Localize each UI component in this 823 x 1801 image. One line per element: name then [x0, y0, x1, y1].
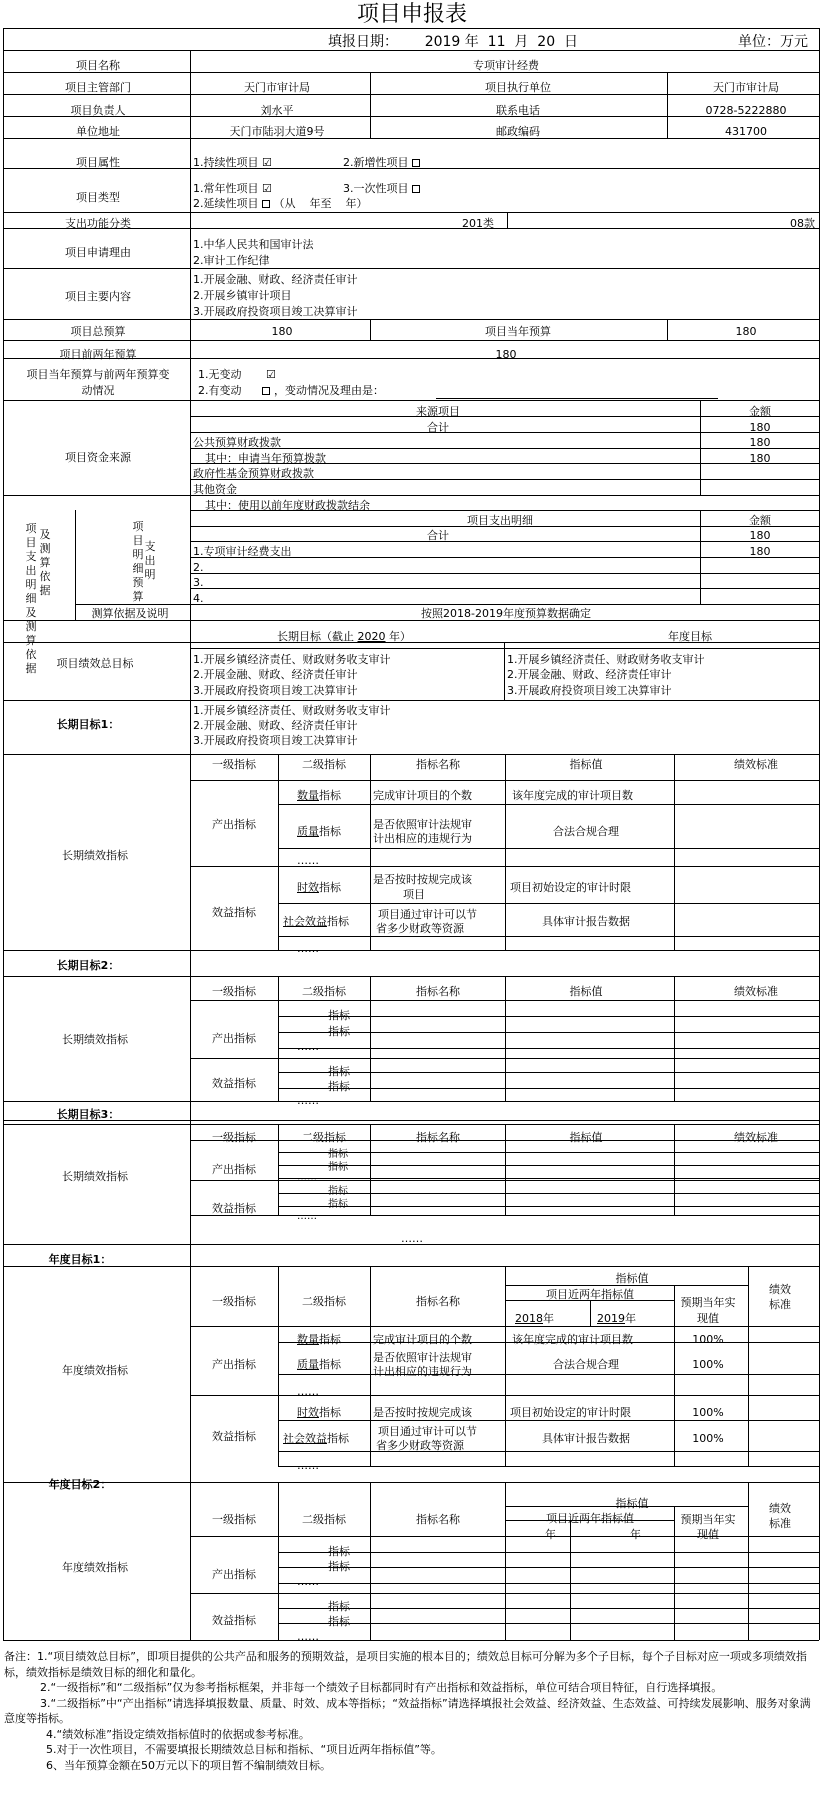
ag1-col-recent: 项目近两年指标值 [546, 1288, 634, 1301]
grid-line-h [278, 804, 819, 805]
grid-line-h [3, 700, 819, 701]
grid-line-h [3, 1266, 819, 1267]
grid-line-h [3, 1482, 819, 1483]
label-reason: 项目申请理由 [65, 246, 131, 259]
funding-row-1: 公共预算财政拨款 [193, 436, 281, 449]
grid-line-v [370, 976, 371, 1101]
ag1-benefit: 效益指标 [212, 1430, 256, 1443]
grid-line-h [278, 1640, 819, 1641]
ag2-col-std-2: 标准 [769, 1517, 791, 1530]
lg3-ind-4: 指标 [328, 1199, 348, 1210]
grid-line-h [3, 1124, 819, 1125]
annual-goal-1-label: 年度目标1： [48, 1253, 112, 1266]
long-goal-3-label: 长期目标3： [56, 1108, 120, 1121]
grid-line-h [190, 541, 819, 542]
grid-line-h [278, 1048, 819, 1049]
label-change-2: 动情况 [81, 384, 115, 397]
grid-line-v [819, 50, 820, 1640]
ag2-ind-3: 指标 [328, 1600, 350, 1613]
lg3-ind-3: 指标 [328, 1186, 348, 1197]
annual-goal-3: 3.开展政府投资项目竣工决算审计 [507, 684, 672, 697]
ag2-benefit: 效益指标 [212, 1614, 256, 1627]
content-line-3: 3.开展政府投资项目竣工决算审计 [193, 305, 358, 318]
lg1-benefit-dots: …… [297, 942, 319, 955]
grid-line-v [370, 754, 371, 950]
lg2-ind-3: 指标 [328, 1065, 350, 1078]
long-goal-2: 2.开展金融、财政、经济责任审计 [193, 668, 358, 681]
lg2-col-name: 指标名称 [416, 985, 460, 998]
ag1-quantity-value: 该年度完成的审计项目数 [512, 1333, 633, 1346]
expend-row-1: 1.专项审计经费支出 [193, 545, 292, 558]
ag1-social-name-2: 省多少财政等资源 [376, 1439, 464, 1452]
expend-total-amount: 180 [749, 529, 771, 542]
grid-line-v [570, 1520, 571, 1640]
expend-row-3: 3. [193, 576, 204, 589]
checked-box-icon: ☑ [265, 368, 276, 381]
empty-box-icon [412, 159, 420, 167]
lg3-ind-2: 指标 [328, 1162, 348, 1173]
ag1-quality-name-1: 是否依照审计法规审 [373, 1351, 472, 1364]
ag1-col-expected-1: 预期当年实 [680, 1296, 736, 1309]
grid-line-v [590, 1300, 591, 1326]
col-level1: 一级指标 [212, 758, 256, 771]
annual-perf-label-2: 年度绩效指标 [62, 1561, 128, 1574]
calc-basis-value: 按照2018-2019年度预算数据确定 [421, 607, 591, 620]
empty-box-icon [262, 387, 270, 395]
lg3-dots-1: …… [297, 1173, 317, 1184]
change-option-2: 2.有变动 ，变动情况及理由是： [198, 384, 384, 397]
lg1-quality-name-1: 是否依照审计法规审 [373, 818, 472, 831]
note-6: 6、当年预算金额在50万元以下的项目暂不编制绩效目标。 [46, 1758, 331, 1772]
phone-value: 0728-5222880 [705, 104, 787, 117]
funding-row-2-amount: 180 [749, 452, 771, 465]
ag1-timeliness-expected: 100% [692, 1406, 724, 1419]
ag2-col-recent: 项目近两年指标值 [546, 1512, 634, 1525]
funding-row-1-amount: 180 [749, 436, 771, 449]
note-1: 备注：1.“项目绩效总目标”，即项目提供的公共产品和服务的预期效益，是项目实施的根本目的；绩效总目标可分解为多个子目标，每个子目标对应一项或多项绩效指标，绩效指标是绩效目标的细化和量化。 [4, 1650, 807, 1679]
grid-line-v [370, 1266, 371, 1466]
type-option-2: 3.一次性项目 [343, 182, 420, 195]
grid-line-h [278, 1101, 819, 1102]
long-goal-2-label: 长期目标2： [56, 959, 120, 972]
grid-line-v [3, 50, 4, 1640]
grid-line-h [278, 950, 819, 951]
lg3-col-standard: 绩效标准 [734, 1131, 778, 1144]
long-goal-1-label: 长期目标1： [56, 718, 120, 731]
grid-line-h [3, 976, 819, 977]
empty-box-icon [262, 200, 270, 208]
checked-box-icon: ☑ [262, 156, 272, 169]
prev-budget-value: 180 [495, 348, 517, 361]
grid-line-v [75, 510, 76, 620]
grid-line-h [3, 319, 819, 320]
grid-line-h [3, 1120, 819, 1121]
expend-total-label: 合计 [427, 529, 449, 542]
long-goal-1-line-1: 1.开展乡镇经济责任、财政财务收支审计 [193, 704, 391, 717]
grid-line-h [278, 936, 819, 937]
annual-goal-2-label: 年度目标2： [48, 1478, 112, 1491]
grid-line-h [278, 1466, 819, 1467]
long-term-header: 长期目标（截止 2020 年） [277, 630, 411, 643]
grid-line-h [278, 1165, 819, 1166]
content-line-2: 2.开展乡镇审计项目 [193, 289, 292, 302]
ag1-col-std-1: 绩效 [769, 1283, 791, 1296]
grid-line-v [748, 1266, 749, 1466]
label-expenditure-calc: 及测算依据 [39, 528, 51, 597]
grid-line-h [3, 754, 819, 755]
grid-line-v [278, 1124, 279, 1215]
ag1-col-name: 指标名称 [416, 1295, 460, 1308]
ag2-year-2: 年 [630, 1528, 641, 1541]
grid-line-h [190, 588, 819, 589]
label-total-budget: 项目总预算 [70, 325, 126, 338]
note-4: 4.“绩效标准”指设定绩效指标值时的依据或参考标准。 [46, 1727, 310, 1741]
lg2-dots-1: …… [297, 1040, 319, 1053]
ag1-quantity-expected: 100% [692, 1333, 724, 1346]
unit-label: 单位：万元 [738, 34, 808, 50]
grid-line-v [507, 212, 508, 228]
type-option-3: 2.延续性项目 （从 年至 年） [193, 197, 368, 210]
benefit-indicator: 效益指标 [212, 906, 256, 919]
attr-option-2: 2.新增性项目 [343, 156, 420, 169]
long-perf-label-2: 长期绩效指标 [62, 1033, 128, 1046]
note-5: 5.对于一次性项目，不需要填报长期绩效总目标和指标、“项目近两年指标值”等。 [46, 1743, 442, 1756]
ag1-col-value: 指标值 [615, 1272, 649, 1285]
grid-line-v [674, 976, 675, 1101]
lg2-col-standard: 绩效标准 [734, 985, 778, 998]
ag2-col-name: 指标名称 [416, 1513, 460, 1526]
ag1-timeliness-value: 项目初始设定的审计时限 [510, 1406, 631, 1419]
lg3-col-level2: 二级指标 [302, 1131, 346, 1144]
grid-line-h [3, 340, 819, 341]
funding-row-3: 政府性基金预算财政拨款 [193, 467, 314, 480]
grid-line-v [819, 28, 820, 50]
annual-goal-1: 1.开展乡镇经济责任、财政财务收支审计 [507, 653, 705, 666]
ag1-quality: 质量指标 [297, 1358, 341, 1371]
lg1-quantity-value: 该年度完成的审计项目数 [512, 789, 633, 802]
grid-line-v [278, 976, 279, 1101]
long-perf-label-1: 长期绩效指标 [62, 849, 128, 862]
label-attribute: 项目属性 [76, 156, 120, 169]
funding-col-source: 来源项目 [416, 405, 460, 418]
grid-line-h [278, 1420, 819, 1421]
label-prev-budget: 项目前两年预算 [59, 348, 137, 361]
ag1-col-level2: 二级指标 [302, 1295, 346, 1308]
lg1-timeliness-name-1: 是否按时按规完成该 [373, 873, 472, 886]
type-option-1: 1.常年性项目 ☑ [193, 182, 272, 195]
annual-goal-2: 2.开展金融、财政、经济责任审计 [507, 668, 672, 681]
ag2-ind-1: 指标 [328, 1545, 350, 1558]
notes [4, 1649, 816, 1773]
label-type: 项目类型 [76, 191, 120, 204]
grid-line-v [278, 1482, 279, 1640]
grid-line-h [190, 573, 819, 574]
grid-line-v [505, 1266, 506, 1466]
grid-line-h [3, 268, 819, 269]
grid-line-v [3, 28, 4, 50]
label-phone: 联系电话 [496, 104, 540, 117]
label-address: 单位地址 [76, 125, 120, 138]
grid-line-h [278, 1178, 819, 1179]
annual-header: 年度目标 [668, 630, 712, 643]
label-dept: 项目主管部门 [65, 81, 131, 94]
grid-line-h [278, 1567, 819, 1568]
grid-line-v [700, 510, 701, 604]
reason-line-1: 1.中华人民共和国审计法 [193, 238, 314, 251]
ag1-quality-expected: 100% [692, 1358, 724, 1371]
grid-line-h [278, 1193, 819, 1194]
lg1-quantity: 数量指标 [297, 789, 341, 802]
dept-value: 天门市审计局 [244, 81, 310, 94]
note-2: 2.“一级指标”和“二级指标”仅为参考指标框架，并非每一个绩效子目标都同时有产出指标和效益指标，单位可结合项目特征，自行选择填报。 [40, 1681, 723, 1694]
lg1-quality: 质量指标 [297, 825, 341, 838]
ag1-timeliness-name: 是否按时按规完成该 [373, 1406, 472, 1419]
label-postcode: 邮政编码 [496, 125, 540, 138]
label-change-1: 项目当年预算与前两年预算变 [26, 368, 170, 381]
project-name-value: 专项审计经费 [473, 59, 539, 72]
grid-line-h [3, 212, 819, 213]
grid-line-v [370, 72, 371, 138]
grid-line-h [190, 432, 819, 433]
ag2-dots-2: …… [297, 1630, 319, 1643]
label-project-item: 项目明细预算 [132, 520, 144, 603]
expend-row-1-amount: 180 [749, 545, 771, 558]
grid-line-h [278, 1552, 819, 1553]
note-3: 3.“二级指标”中“产出指标”请选择填报数量、质量、时效、成本等指标；“效益指标”请选择填报社会效益、经济效益、生态效益、可持续发展影响、服务对象满意度等指标。 [4, 1696, 811, 1725]
lg1-social-name-2: 省多少财政等资源 [376, 922, 464, 935]
expend-row-4: 4. [193, 592, 204, 605]
col-indicator-name: 指标名称 [416, 758, 460, 771]
checked-box-icon: ☑ [262, 182, 272, 195]
ag1-col-std-2: 标准 [769, 1298, 791, 1311]
grid-line-v [278, 1266, 279, 1466]
ag1-quantity: 数量指标 [297, 1333, 341, 1346]
empty-box-icon [412, 185, 420, 193]
ag1-col-level1: 一级指标 [212, 1295, 256, 1308]
lg3-output: 产出指标 [212, 1163, 256, 1176]
col-level2: 二级指标 [302, 758, 346, 771]
change-reason-blank [436, 398, 718, 399]
lg2-output: 产出指标 [212, 1032, 256, 1045]
grid-line-v [674, 754, 675, 950]
ag1-social-name-1: 项目通过审计可以节 [378, 1425, 477, 1438]
ag2-col-expected-2: 现值 [697, 1528, 719, 1541]
label-person: 项目负责人 [70, 104, 126, 117]
ag1-social: 社会效益指标 [283, 1432, 349, 1445]
ag1-col-expected-2: 现值 [697, 1312, 719, 1325]
long-goal-1-line-3: 3.开展政府投资项目竣工决算审计 [193, 734, 358, 747]
content-line-1: 1.开展金融、财政、经济责任审计 [193, 273, 358, 286]
ag2-ind-2: 指标 [328, 1560, 350, 1573]
col-perf-standard: 绩效标准 [734, 758, 778, 771]
lg3-benefit: 效益指标 [212, 1202, 256, 1215]
lg2-col-level2: 二级指标 [302, 985, 346, 998]
lg2-col-level1: 一级指标 [212, 985, 256, 998]
lg1-timeliness-value: 项目初始设定的审计时限 [510, 881, 631, 894]
year-budget-value: 180 [735, 325, 757, 338]
ag1-quality-value: 合法合规合理 [553, 1358, 619, 1371]
funding-row-5: 其中：使用以前年度财政拨款结余 [205, 499, 370, 512]
reason-line-2: 2.审计工作纪律 [193, 254, 270, 267]
grid-line-v [667, 72, 668, 138]
lg2-ind-1: 指标 [328, 1009, 350, 1022]
lg2-dots-2: …… [297, 1094, 319, 1107]
grid-line-h [278, 848, 819, 849]
ag1-timeliness: 时效指标 [297, 1406, 341, 1419]
long-goal-1: 1.开展乡镇经济责任、财政财务收支审计 [193, 653, 391, 666]
grid-line-h [190, 416, 819, 417]
lg2-col-value: 指标值 [569, 985, 603, 998]
grid-line-v [674, 1506, 675, 1640]
grid-line-v [505, 1482, 506, 1640]
ag2-col-value: 指标值 [615, 1497, 649, 1510]
grid-line-h [3, 400, 819, 401]
grid-line-v [700, 400, 701, 495]
func-class-kuan: 08款 [790, 217, 815, 230]
grid-line-h [3, 138, 819, 139]
func-class-lei: 201类 [462, 217, 494, 230]
grid-line-v [674, 1124, 675, 1215]
grid-line-h [278, 1583, 819, 1584]
funding-total-amount: 180 [749, 421, 771, 434]
ag1-output: 产出指标 [212, 1358, 256, 1371]
lg2-ind-4: 指标 [328, 1080, 350, 1093]
ag1-quality-name-2: 计出相应的违规行为 [373, 1365, 472, 1378]
grid-line-h [278, 1374, 819, 1375]
lg2-benefit: 效益指标 [212, 1077, 256, 1090]
grid-line-h [278, 1016, 819, 1017]
exec-unit-value: 天门市审计局 [713, 81, 779, 94]
ag2-output: 产出指标 [212, 1568, 256, 1581]
label-expenditure-basis: 项目支出明细及测算依据 [25, 522, 37, 675]
ag2-col-expected-1: 预期当年实 [680, 1513, 736, 1526]
long-perf-label-3: 长期绩效指标 [62, 1170, 128, 1183]
funding-row-2: 其中：申请当年预算拨款 [205, 452, 326, 465]
grid-line-v [748, 1482, 749, 1640]
lg1-quality-name-2: 计出相应的违规行为 [373, 832, 472, 845]
funding-row-4: 其他资金 [193, 483, 237, 496]
ag1-social-expected: 100% [692, 1432, 724, 1445]
ag2-col-std-1: 绩效 [769, 1502, 791, 1515]
grid-line-v [505, 754, 506, 950]
grid-line-v [667, 319, 668, 340]
label-year-budget: 项目当年预算 [485, 325, 551, 338]
long-goal-1-line-2: 2.开展金融、财政、经济责任审计 [193, 719, 358, 732]
lg3-dots-2: …… [297, 1211, 317, 1222]
grid-line-v [505, 976, 506, 1101]
ag2-col-level1: 一级指标 [212, 1513, 256, 1526]
ag1-benefit-dots: …… [297, 1459, 319, 1472]
grid-line-v [370, 1482, 371, 1640]
lg3-col-value: 指标值 [569, 1131, 603, 1144]
grid-line-v [370, 319, 371, 340]
output-indicator: 产出指标 [212, 818, 256, 831]
grid-line-h [278, 1451, 819, 1452]
grid-line-h [278, 1152, 819, 1153]
grid-line-h [190, 1215, 819, 1216]
lg1-output-dots: …… [297, 854, 319, 867]
lg1-timeliness: 时效指标 [297, 881, 341, 894]
grid-line-v [190, 50, 191, 1640]
total-budget-value: 180 [271, 325, 293, 338]
fill-date: 填报日期： 2019 年 11 月 20 日 [328, 34, 579, 50]
grid-line-h [278, 1623, 819, 1624]
grid-line-v [278, 754, 279, 950]
grid-line-h [75, 604, 819, 605]
lg3-col-name: 指标名称 [416, 1131, 460, 1144]
lg1-quality-value: 合法合规合理 [553, 825, 619, 838]
lg3-ind-1: 指标 [328, 1149, 348, 1160]
grid-line-v [505, 1124, 506, 1215]
funding-col-amount: 金额 [749, 405, 771, 418]
ag1-year-2: 2019年 [597, 1312, 636, 1325]
form-title: 项目申报表 [356, 2, 468, 27]
label-calc-basis: 测算依据及说明 [91, 607, 169, 620]
section-ellipsis: …… [401, 1232, 423, 1245]
label-project-name: 项目名称 [76, 59, 120, 72]
ag2-col-level2: 二级指标 [302, 1513, 346, 1526]
lg3-col-level1: 一级指标 [212, 1131, 256, 1144]
ag1-year-1: 2018年 [515, 1312, 554, 1325]
lg1-social: 社会效益指标 [283, 915, 349, 928]
expend-col-detail: 项目支出明细 [467, 514, 533, 527]
grid-line-h [278, 1032, 819, 1033]
label-detail-expend: 支出明 [144, 540, 156, 581]
expend-row-2: 2. [193, 561, 204, 574]
label-func-class: 支出功能分类 [65, 217, 131, 230]
lg1-social-name-1: 项目通过审计可以节 [378, 908, 477, 921]
label-content: 项目主要内容 [65, 290, 131, 303]
expend-col-amount: 金额 [749, 514, 771, 527]
label-funding: 项目资金来源 [65, 451, 131, 464]
col-indicator-value: 指标值 [569, 758, 603, 771]
person-value: 刘水平 [260, 104, 294, 117]
attr-option-1: 1.持续性项目 ☑ [193, 156, 272, 169]
grid-line-h [278, 1608, 819, 1609]
address-value: 天门市陆羽大道9号 [229, 125, 325, 138]
lg1-quantity-name: 完成审计项目的个数 [373, 789, 472, 802]
grid-line-h [278, 903, 819, 904]
ag1-social-value: 具体审计报告数据 [542, 1432, 630, 1445]
long-goal-3: 3.开展政府投资项目竣工决算审计 [193, 684, 358, 697]
funding-total-label: 合计 [427, 421, 449, 434]
ag2-year-1: 年 [545, 1528, 556, 1541]
grid-line-h [278, 1206, 819, 1207]
ag2-dots-1: …… [297, 1575, 319, 1588]
grid-line-h [190, 448, 819, 449]
grid-line-h [3, 495, 819, 496]
grid-line-v [504, 642, 505, 700]
change-option-1: 1.无变动 ☑ [198, 368, 276, 381]
grid-line-v [370, 1124, 371, 1215]
grid-line-h [278, 1088, 819, 1089]
lg1-social-value: 具体审计报告数据 [542, 915, 630, 928]
annual-perf-label-1: 年度绩效指标 [62, 1364, 128, 1377]
grid-line-h [278, 1072, 819, 1073]
postcode-value: 431700 [725, 125, 767, 138]
lg2-ind-2: 指标 [328, 1025, 350, 1038]
ag2-ind-4: 指标 [328, 1615, 350, 1628]
label-exec-unit: 项目执行单位 [485, 81, 551, 94]
lg1-timeliness-name-2: 项目 [403, 888, 425, 901]
grid-line-v [674, 1285, 675, 1466]
ag1-quantity-name: 完成审计项目的个数 [373, 1333, 472, 1346]
ag1-output-dots: …… [297, 1385, 319, 1398]
label-perf-summary: 项目绩效总目标 [56, 657, 134, 670]
grid-line-h [3, 72, 819, 73]
